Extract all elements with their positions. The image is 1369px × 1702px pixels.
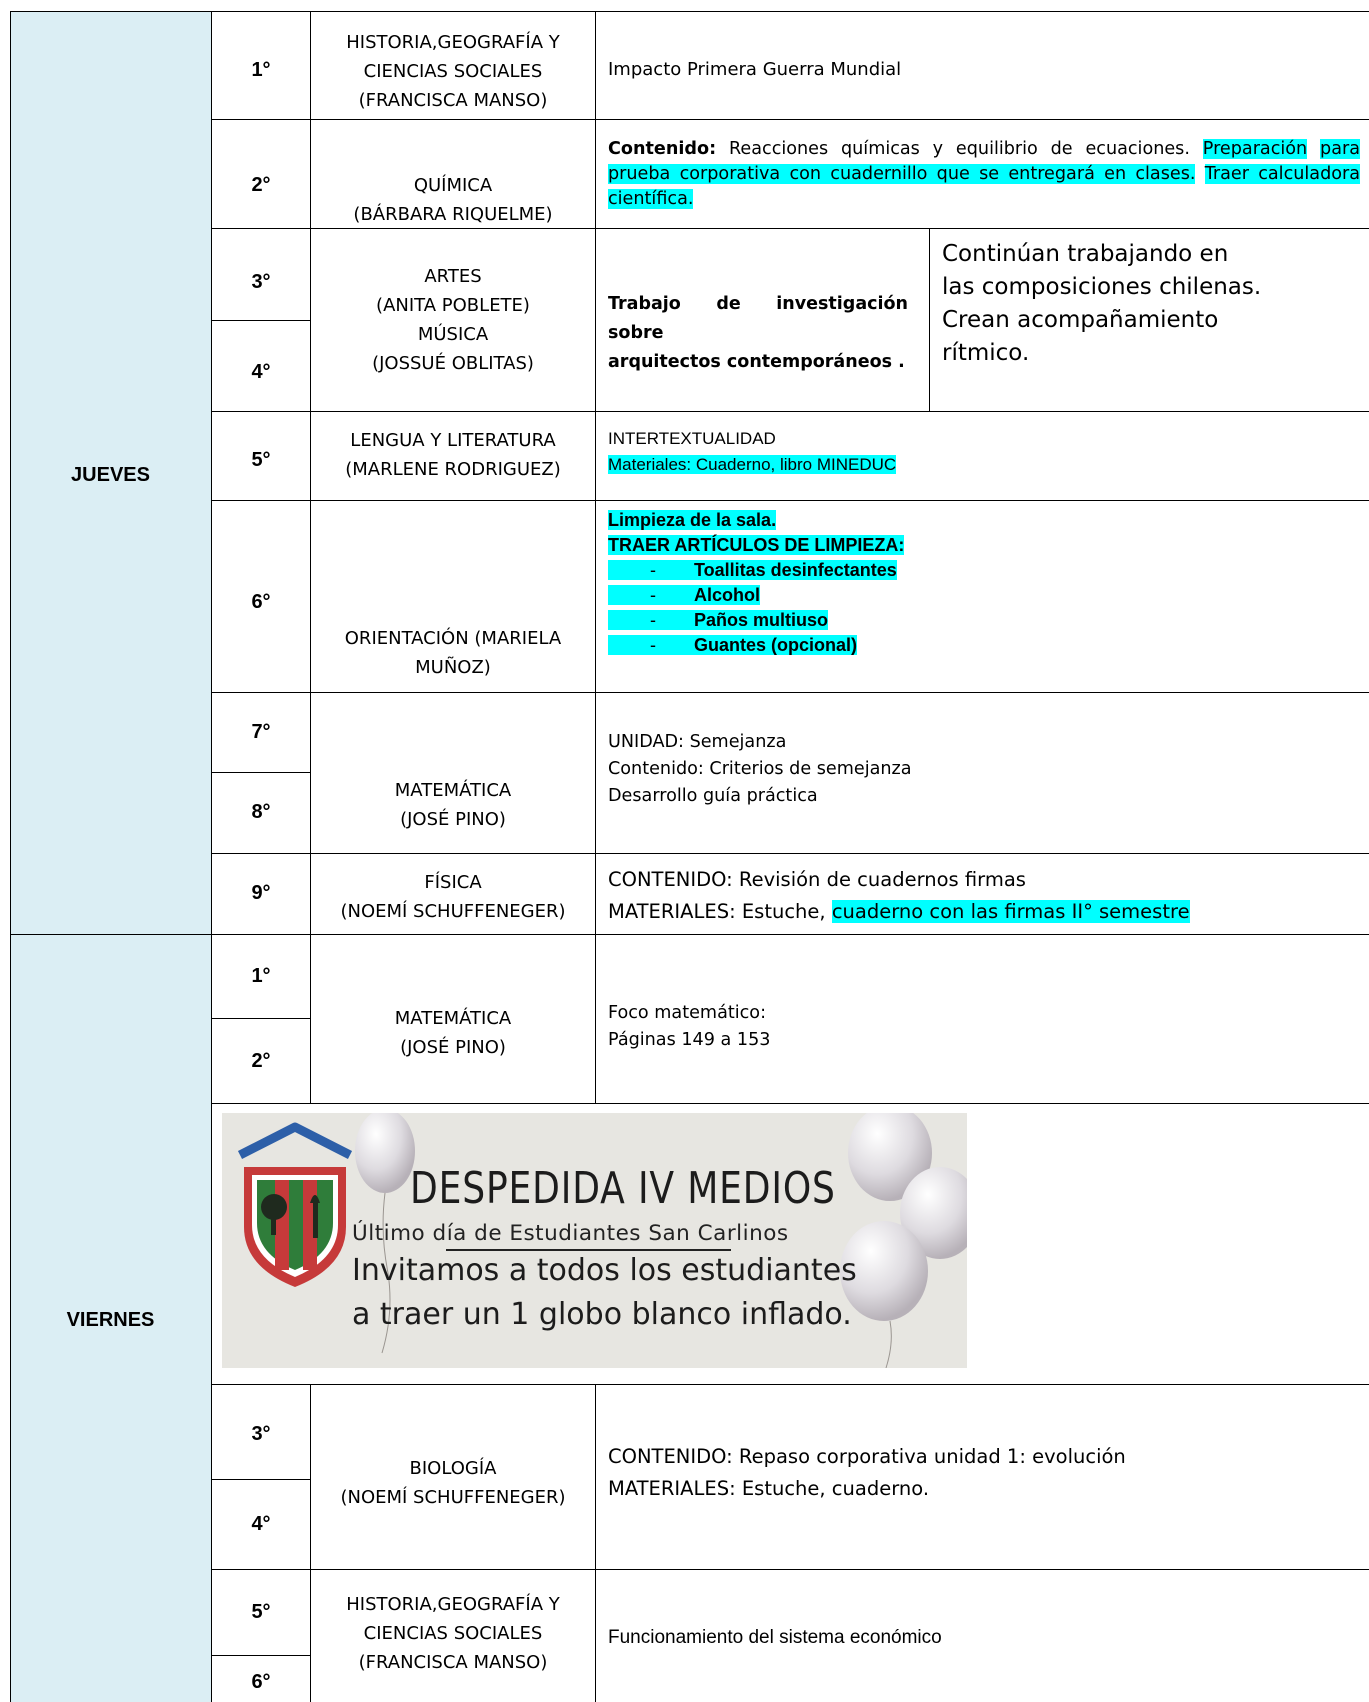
banner-title: DESPEDIDA IV MEDIOS [410, 1163, 836, 1214]
period-number: 5° [251, 1600, 271, 1623]
banner-underline [446, 1249, 731, 1251]
content-label: Contenido: [608, 139, 717, 159]
period-number: 7° [251, 720, 271, 743]
list-item: - Paños multiuso [608, 608, 1348, 633]
period-number: 3° [251, 1422, 271, 1445]
period-number: 5° [251, 448, 271, 471]
period-number: 6° [251, 590, 271, 613]
content-orientacion: Limpieza de la sala. TRAER ARTÍCULOS DE LIMPIEZA: - Toallitas desinfectantes - Alcohol - Paños multiuso - Guantes (opcional) [608, 508, 1348, 658]
period-number: 8° [251, 800, 271, 823]
content-artes: Trabajo de investigación sobre arquitectos contemporáneos . [608, 294, 908, 372]
rule [929, 228, 930, 411]
content-fisica: CONTENIDO: Revisión de cuadernos firmas MATERIALES: Estuche, cuaderno con las firmas II° semestre [608, 868, 1190, 923]
period-number: 3° [251, 270, 271, 293]
period-number: 1° [251, 964, 271, 987]
list-item: - Alcohol [608, 583, 1348, 608]
period-number: 4° [251, 1512, 271, 1535]
banner-line1: Invitamos a todos los estudiantes [352, 1253, 857, 1288]
rule [595, 1384, 596, 1702]
banner-line2: a traer un 1 globo blanco inflado. [352, 1297, 852, 1332]
rule [212, 500, 1369, 501]
subject-matematica-viernes: MATEMÁTICA (JOSÉ PINO) [394, 1008, 512, 1058]
content-lengua: INTERTEXTUALIDAD Materiales: Cuaderno, libro MINEDUC [608, 429, 897, 474]
rule [212, 692, 1369, 693]
content-matematica-viernes: Foco matemático: Páginas 149 a 153 [608, 1003, 771, 1050]
rule [595, 11, 596, 1103]
subject-lengua: LENGUA Y LITERATURA (MARLENE RODRIGUEZ) [345, 430, 561, 480]
content-quimica: Contenido: Reacciones químicas y equilibrio de ecuaciones. Preparación para prueba corporativa con cuadernillo que se entregará en clases. Traer calculadora científica. [608, 139, 1361, 209]
content-biologia: CONTENIDO: Repaso corporativa unidad 1: evolución MATERIALES: Estuche, cuaderno. [608, 1445, 1126, 1500]
rule [212, 1103, 1369, 1104]
rule [212, 119, 1369, 120]
rule [212, 1384, 1369, 1385]
day-label-viernes: VIERNES [66, 1308, 155, 1331]
banner-subtitle: Último día de Estudiantes San Carlinos [352, 1221, 789, 1246]
rule [10, 11, 11, 1702]
content-musica: Continúan trabajando en las composiciones chilenas. Crean acompañamiento rítmico. [942, 241, 1262, 366]
list-item: - Toallitas desinfectantes [608, 558, 1348, 583]
subject-artes-musica: ARTES (ANITA POBLETE) MÚSICA (JOSSUÉ OBLITAS) [372, 266, 534, 374]
list-item: - Guantes (opcional) [608, 633, 1348, 658]
subject-matematica: MATEMÁTICA (JOSÉ PINO) [394, 780, 512, 830]
rule [212, 411, 1369, 412]
content-historia: Impacto Primera Guerra Mundial [608, 59, 902, 80]
period-number: 2° [251, 1049, 271, 1072]
period-number: 1° [251, 58, 271, 81]
rule [212, 853, 1369, 854]
subject-orientacion: ORIENTACIÓN (MARIELA MUÑOZ) [344, 628, 562, 678]
farewell-banner [222, 1113, 967, 1368]
rule [212, 1655, 310, 1656]
subject-historia-viernes: HISTORIA,GEOGRAFÍA Y CIENCIAS SOCIALES (FRANCISCA MANSO) [346, 1594, 560, 1673]
subject-biologia: BIOLOGÍA (NOEMÍ SCHUFFENEGER) [340, 1458, 566, 1508]
rule [212, 1018, 310, 1019]
rule [10, 934, 1369, 935]
period-number: 6° [251, 1670, 271, 1693]
content-matematica: UNIDAD: Semejanza Contenido: Criterios de semejanza Desarrollo guía práctica [608, 732, 912, 806]
subject-historia: HISTORIA,GEOGRAFÍA Y CIENCIAS SOCIALES (FRANCISCA MANSO) [346, 32, 560, 111]
content-historia-viernes: Funcionamiento del sistema económico [608, 1627, 942, 1648]
period-number: 2° [251, 173, 271, 196]
rule [212, 320, 310, 321]
subject-quimica: QUÍMICA (BÁRBARA RIQUELME) [353, 175, 553, 225]
day-label-jueves: JUEVES [71, 463, 150, 486]
period-number: 9° [251, 881, 271, 904]
subject-fisica: FÍSICA (NOEMÍ SCHUFFENEGER) [340, 872, 566, 922]
rule [212, 772, 310, 773]
rule [212, 1569, 1369, 1570]
rule [212, 1479, 310, 1480]
rule [10, 11, 1369, 12]
period-number: 4° [251, 360, 271, 383]
